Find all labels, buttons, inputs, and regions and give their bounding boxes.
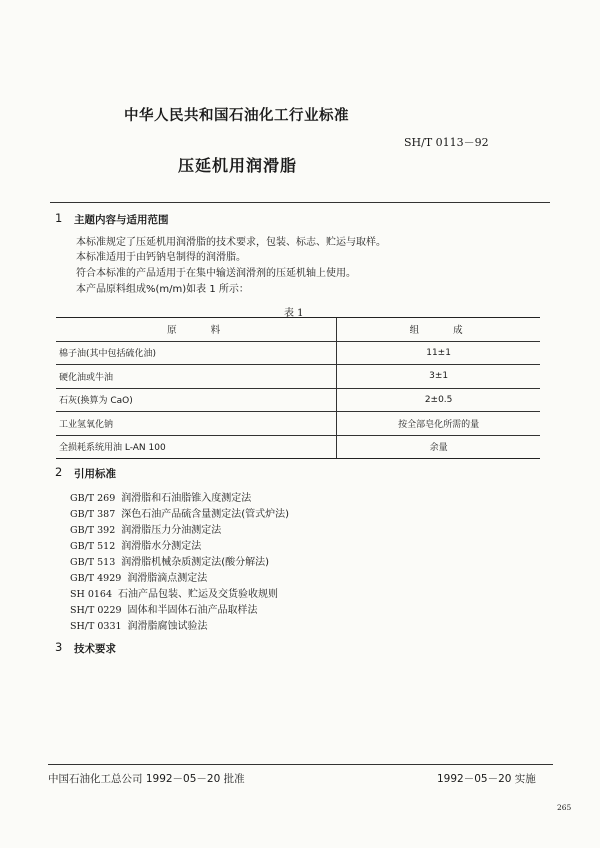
composition-cell: 11±1 — [337, 341, 540, 365]
reference-code: SH 0164 — [70, 589, 112, 600]
reference-code: GB/T 269 — [70, 493, 116, 504]
page-number: 265 — [557, 803, 572, 812]
section-1-number: 1 — [55, 211, 63, 225]
composition-table — [56, 317, 540, 459]
reference-item — [70, 617, 208, 632]
header-material: 原 料 — [56, 318, 337, 342]
section-1-paragraph: 本产品原料组成%(m/m)如表 1 所示： — [76, 284, 249, 295]
table-header-row — [56, 318, 540, 342]
reference-title: 润滑脂腐蚀试验法 — [127, 621, 208, 632]
standard-code: SH/T 0113－92 — [404, 136, 489, 149]
composition-cell: 3±1 — [337, 365, 540, 389]
section-3-number: 3 — [55, 640, 63, 654]
reference-code: GB/T 513 — [70, 557, 116, 568]
table-1-caption: 表 1 — [284, 308, 304, 319]
material-cell: 工业氢氧化钠 — [56, 412, 337, 436]
section-1-paragraph: 本标准规定了压延机用润滑脂的技术要求，包装、标志、贮运与取样。 — [76, 237, 386, 248]
reference-code: GB/T 4929 — [70, 573, 122, 584]
reference-item — [70, 585, 278, 600]
reference-title: 润滑脂和石油脂锥入度测定法 — [121, 493, 252, 504]
header-composition: 组 成 — [337, 318, 540, 342]
reference-title: 润滑脂机械杂质测定法(酸分解法) — [121, 557, 270, 568]
material-cell: 石灰(换算为 CaO) — [56, 388, 337, 412]
reference-title: 深色石油产品硫含量测定法(管式炉法) — [121, 509, 290, 520]
composition-cell: 2±0.5 — [337, 388, 540, 412]
table-row — [56, 435, 540, 459]
section-1-paragraph: 本标准适用于由钙钠皂制得的润滑脂。 — [76, 252, 246, 263]
reference-title: 润滑脂滴点测定法 — [127, 573, 208, 584]
reference-item — [70, 569, 207, 584]
section-2-title: 引用标准 — [74, 468, 116, 480]
standard-title: 中华人民共和国石油化工行业标准 — [124, 108, 349, 124]
composition-cell: 按全部皂化所需的量 — [337, 412, 540, 436]
table-row — [56, 388, 540, 412]
table-row — [56, 365, 540, 389]
reference-title: 石油产品包装、贮运及交货验收规则 — [118, 589, 278, 600]
reference-item — [70, 505, 289, 520]
document-title: 压延机用润滑脂 — [178, 156, 298, 175]
composition-cell: 余量 — [337, 435, 540, 459]
material-cell: 全损耗系统用油 L-AN 100 — [56, 435, 337, 459]
reference-code: GB/T 512 — [70, 541, 116, 552]
material-cell: 硬化油或牛油 — [56, 365, 337, 389]
reference-item — [70, 489, 251, 504]
table-row — [56, 412, 540, 436]
approval-note: 中国石油化工总公司 1992－05－20 批准 — [48, 773, 245, 785]
reference-code: SH/T 0229 — [70, 605, 122, 616]
implementation-note: 1992－05－20 实施 — [437, 773, 536, 785]
reference-item — [70, 553, 269, 568]
section-3-title: 技术要求 — [74, 643, 116, 655]
footer-rule — [48, 764, 553, 765]
reference-title: 润滑脂水分测定法 — [121, 541, 202, 552]
reference-item — [70, 521, 221, 536]
reference-item — [70, 537, 201, 552]
section-1-paragraph: 符合本标准的产品适用于在集中输送润滑剂的压延机轴上使用。 — [76, 268, 356, 279]
section-1-title: 主题内容与适用范围 — [74, 214, 169, 226]
material-cell: 棉子油(其中包括硫化油) — [56, 341, 337, 365]
table-row — [56, 341, 540, 365]
reference-item — [70, 601, 258, 616]
reference-code: GB/T 392 — [70, 525, 116, 536]
header-rule — [50, 202, 550, 203]
reference-title: 润滑脂压力分油测定法 — [121, 525, 222, 536]
reference-code: GB/T 387 — [70, 509, 116, 520]
section-2-number: 2 — [55, 465, 63, 479]
reference-code: SH/T 0331 — [70, 621, 122, 632]
reference-title: 固体和半固体石油产品取样法 — [127, 605, 258, 616]
